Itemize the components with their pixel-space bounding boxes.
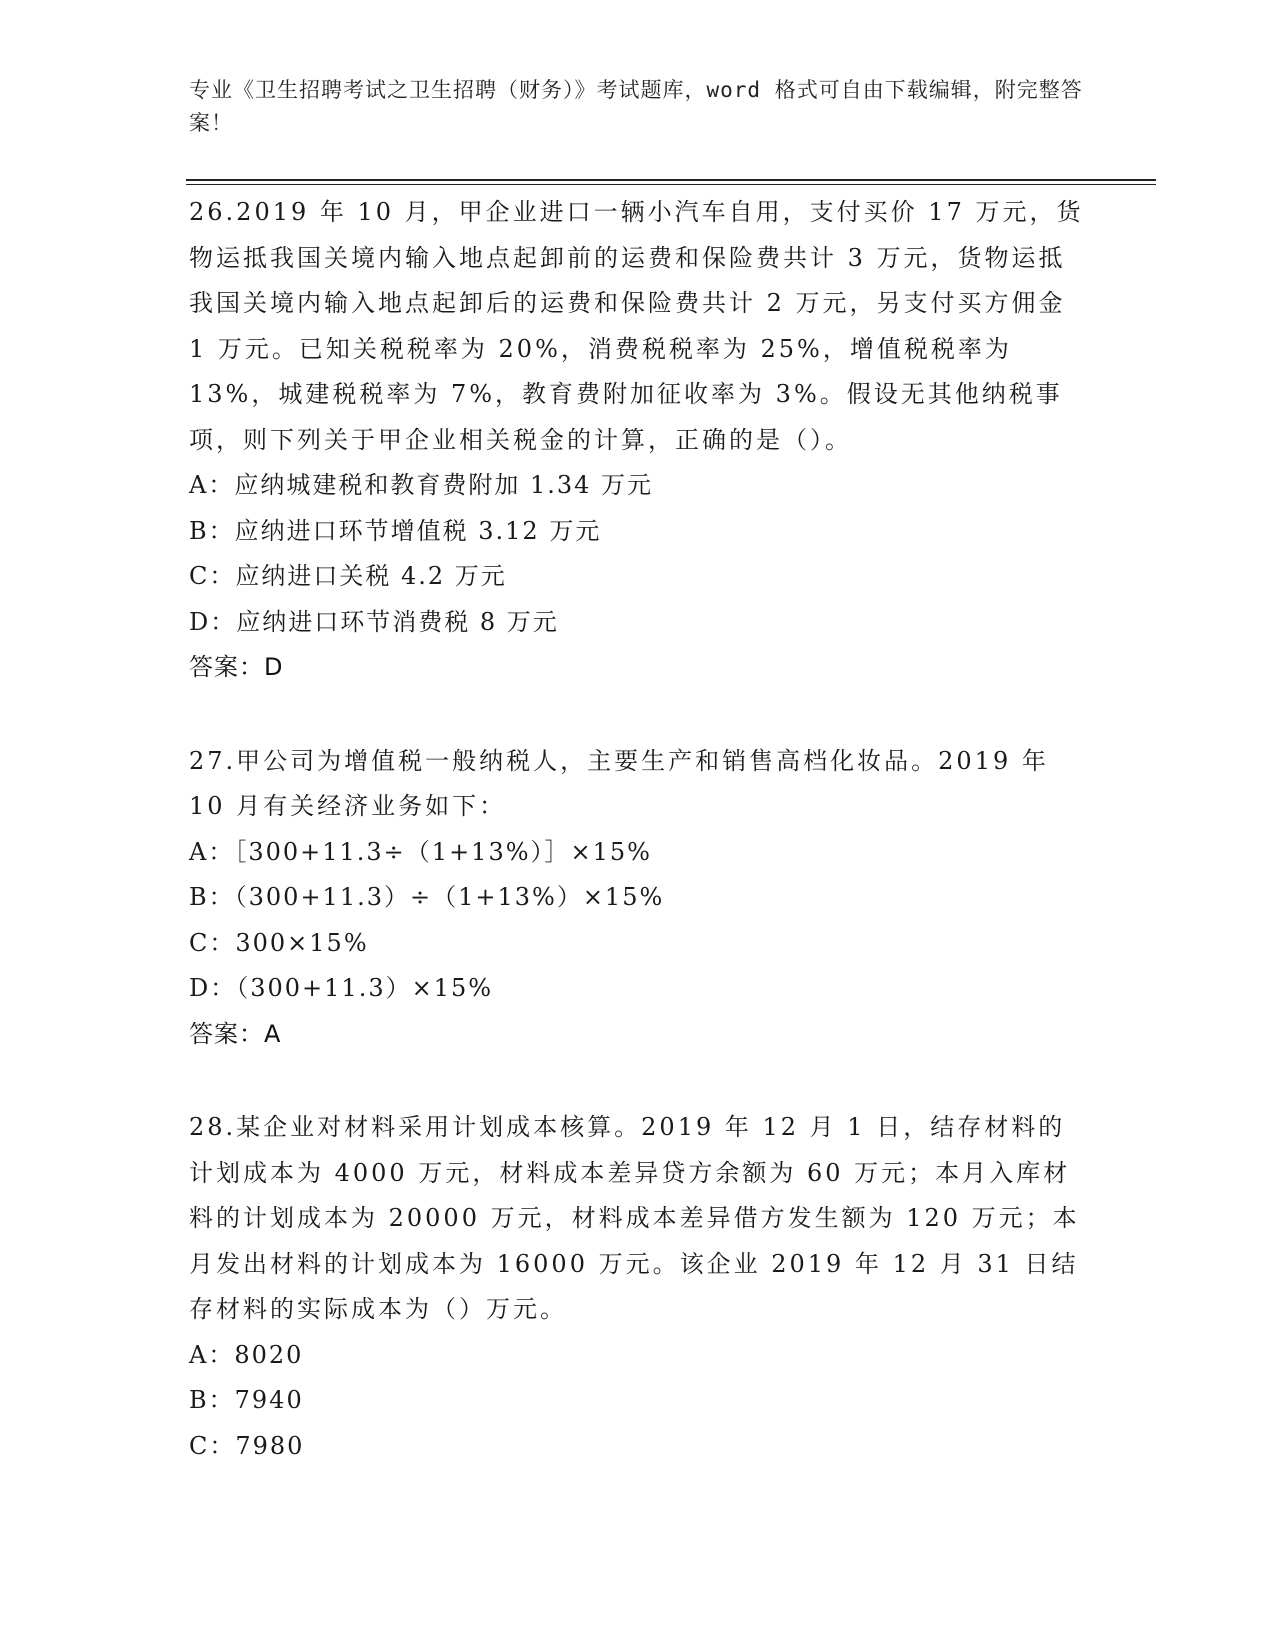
option-d: D：应纳进口环节消费税 8 万元 bbox=[189, 607, 559, 636]
header-divider-thin bbox=[186, 184, 1156, 185]
option-c: C：300×15% bbox=[189, 928, 369, 957]
document-header bbox=[189, 74, 1089, 140]
question-list bbox=[189, 190, 1089, 1517]
header-divider-thick bbox=[186, 179, 1156, 181]
option-a: A：8020 bbox=[189, 1340, 304, 1369]
answer-line: 答案：A bbox=[189, 1019, 282, 1048]
option-b: B：应纳进口环节增值税 3.12 万元 bbox=[189, 516, 602, 545]
option-c: C：应纳进口关税 4.2 万元 bbox=[189, 562, 507, 590]
answer-line: 答案：D bbox=[189, 653, 284, 681]
question-26 bbox=[189, 190, 1089, 691]
option-a: A：［300+11.3÷（1+13%）］×15% bbox=[189, 837, 652, 866]
question-stem: 26.2019 年 10 月，甲企业进口一辆小汽车自用，支付买价 17 万元，货物运抵我国关境内输入地点起卸前的运费和保险费共计 3 万元，货物运抵我国关境内输入地点起卸后的运费和保险费共计 2 万元，另支付买方佣金 1 万元。已知关税税率为 20%，消费税税率为 25%，增值税税率为 13%，城建税税率为 7%，教育费附加征收率为 3%。假设无其他纳税事项，则下列关于甲企业相关税金的计算，正确的是（）。 bbox=[189, 198, 1084, 454]
option-d: D：（300+11.3）×15% bbox=[189, 974, 494, 1002]
question-28 bbox=[189, 1105, 1089, 1469]
option-a: A：应纳城建税和教育费附加 1.34 万元 bbox=[189, 471, 654, 499]
question-27 bbox=[189, 739, 1089, 1058]
option-c: C：7980 bbox=[189, 1431, 305, 1460]
header-text: 专业《卫生招聘考试之卫生招聘（财务）》考试题库，word 格式可自由下载编辑，附完整答案！ bbox=[189, 78, 1083, 135]
question-stem: 27.甲公司为增值税一般纳税人，主要生产和销售高档化妆品。2019 年 10 月有关经济业务如下： bbox=[189, 746, 1049, 820]
option-b: B：7940 bbox=[189, 1386, 304, 1414]
question-stem: 28.某企业对材料采用计划成本核算。2019 年 12 月 1 日，结存材料的计划成本为 4000 万元，材料成本差异贷方余额为 60 万元；本月入库材料的计划成本为 20000 万元，材料成本差异借方发生额为 120 万元；本月发出材料的计划成本为 16000 万元。该企业 2019 年 12 月 31 日结存材料的实际成本为（）万元。 bbox=[189, 1113, 1080, 1323]
option-b: B：（300+11.3）÷（1+13%）×15% bbox=[189, 883, 665, 911]
